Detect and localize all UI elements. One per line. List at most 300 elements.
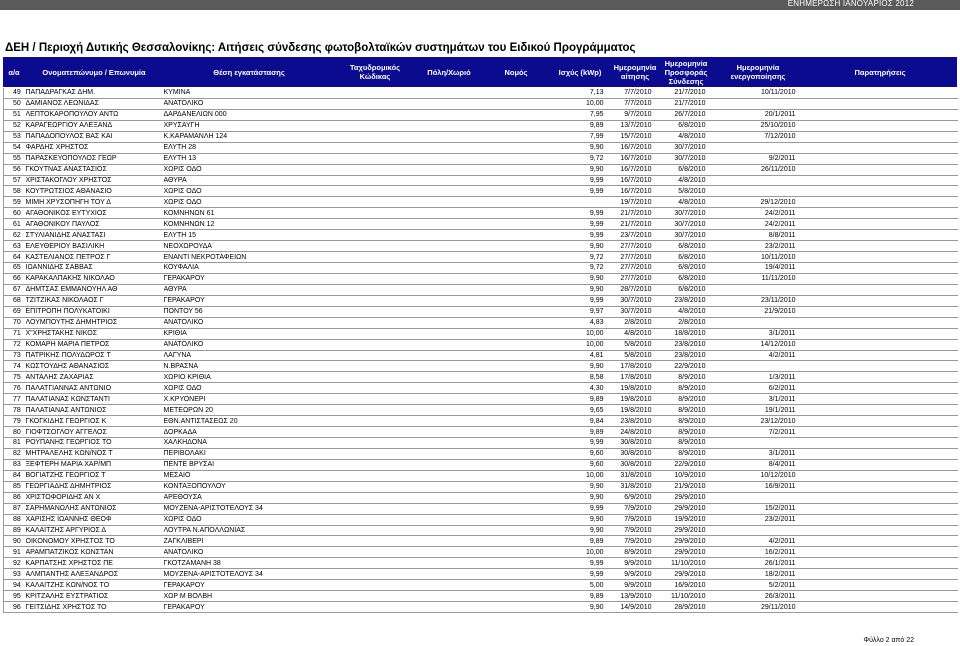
- row-postcode: [336, 131, 416, 142]
- table-row: [4, 394, 958, 405]
- row-number: 52: [4, 120, 26, 131]
- row-name: ΑΓΑΘΟΝΙΚΟΥ ΠΑΥΛΟΣ: [26, 219, 164, 230]
- row-name: ΧΡΙΣΤΑΚΟΓΛΟΥ ΧΡΗΣΤΟΣ: [26, 175, 164, 186]
- row-remarks: [804, 339, 958, 350]
- row-postcode: [336, 241, 416, 252]
- row-activation-date: 3/1/2011: [714, 328, 804, 339]
- row-power: 10,00: [550, 328, 612, 339]
- row-city: [416, 503, 484, 514]
- row-location: ΓΕΡΑΚΑΡΟΥ: [164, 602, 336, 613]
- table-row: [4, 405, 958, 416]
- row-activation-date: 8/8/2011: [714, 230, 804, 241]
- row-application-date: 21/7/2010: [612, 219, 660, 230]
- row-city: [416, 120, 484, 131]
- row-city: [416, 273, 484, 284]
- row-power: 9,89: [550, 394, 612, 405]
- row-power: 7,13: [550, 88, 612, 98]
- row-location: ΕΘΝ.ΑΝΤΙΣΤΑΣΕΩΣ 20: [164, 416, 336, 427]
- row-offer-date: 6/8/2010: [660, 263, 714, 274]
- page-title: ΔΕΗ / Περιοχή Δυτικής Θεσσαλονίκης: Αιτήσεις σύνδεσης φωτοβολταϊκών συστημάτων του Ειδικού Προγράμματος: [5, 42, 636, 54]
- row-offer-date: 23/8/2010: [660, 350, 714, 361]
- row-location: ΧΩΡ Μ ΒΟΛΒΗ: [164, 591, 336, 602]
- row-name: ΚΟΜΑΡΗ ΜΑΡΙΑ ΠΕΤΡΟΣ: [26, 339, 164, 350]
- row-number: 85: [4, 481, 26, 492]
- row-remarks: [804, 525, 958, 536]
- row-city: [416, 448, 484, 459]
- row-offer-date: 4/8/2010: [660, 306, 714, 317]
- row-prefecture: [484, 219, 550, 230]
- table-row: [4, 252, 958, 263]
- row-prefecture: [484, 372, 550, 383]
- table-row: [4, 361, 958, 372]
- table-row: [4, 120, 958, 131]
- row-offer-date: 29/9/2010: [660, 503, 714, 514]
- row-power: 9,90: [550, 492, 612, 503]
- row-power: 9,90: [550, 514, 612, 525]
- row-number: 66: [4, 273, 26, 284]
- row-postcode: [336, 470, 416, 481]
- row-location: ΑΝΑΤΟΛΙΚΟ: [164, 317, 336, 328]
- row-postcode: [336, 459, 416, 470]
- row-postcode: [336, 394, 416, 405]
- row-name: ΣΑΡΗΜΑΝΩΛΗΣ ΑΝΤΩΝΙΟΣ: [26, 503, 164, 514]
- row-offer-date: 8/9/2010: [660, 448, 714, 459]
- row-power: 10,00: [550, 547, 612, 558]
- row-location: ΜΕΤΕΩΡΩΝ 20: [164, 405, 336, 416]
- row-power: 9,72: [550, 252, 612, 263]
- row-number: 88: [4, 514, 26, 525]
- row-location: ΑΝΑΤΟΛΙΚΟ: [164, 98, 336, 109]
- row-activation-date: [714, 525, 804, 536]
- row-application-date: 16/7/2010: [612, 164, 660, 175]
- top-banner: [0, 0, 960, 10]
- row-city: [416, 602, 484, 613]
- row-offer-date: 11/10/2010: [660, 558, 714, 569]
- row-name: ΓΕΩΡΓΙΑΔΗΣ ΔΗΜΗΤΡΙΟΣ: [26, 481, 164, 492]
- row-location: ΠΕΝΤΕ ΒΡΥΣΑΙ: [164, 459, 336, 470]
- row-offer-date: 29/9/2010: [660, 569, 714, 580]
- row-application-date: 16/7/2010: [612, 142, 660, 153]
- row-postcode: [336, 197, 416, 208]
- table-row: [4, 427, 958, 438]
- row-power: 9,99: [550, 208, 612, 219]
- row-remarks: [804, 142, 958, 153]
- row-prefecture: [484, 438, 550, 449]
- row-postcode: [336, 98, 416, 109]
- row-city: [416, 481, 484, 492]
- row-remarks: [804, 492, 958, 503]
- row-application-date: 31/8/2010: [612, 481, 660, 492]
- row-application-date: 9/9/2010: [612, 569, 660, 580]
- row-power: 9,72: [550, 153, 612, 164]
- row-remarks: [804, 558, 958, 569]
- row-remarks: [804, 295, 958, 306]
- row-number: 63: [4, 241, 26, 252]
- row-postcode: [336, 208, 416, 219]
- row-activation-date: 7/2/2011: [714, 427, 804, 438]
- col-header-postcode: Ταχυδρομικός Κώδικας: [349, 63, 401, 81]
- row-city: [416, 306, 484, 317]
- row-offer-date: 23/8/2010: [660, 295, 714, 306]
- row-postcode: [336, 492, 416, 503]
- table-row: [4, 219, 958, 230]
- row-number: 55: [4, 153, 26, 164]
- row-offer-date: 30/7/2010: [660, 219, 714, 230]
- table-row: [4, 350, 958, 361]
- row-remarks: [804, 602, 958, 613]
- row-activation-date: 26/3/2011: [714, 591, 804, 602]
- row-postcode: [336, 164, 416, 175]
- row-number: 82: [4, 448, 26, 459]
- row-offer-date: 6/8/2010: [660, 120, 714, 131]
- row-name: ΠΑΡΑΣΚΕΥΟΠΟΥΛΟΣ ΓΕΩΡ: [26, 153, 164, 164]
- row-prefecture: [484, 197, 550, 208]
- row-power: 9,90: [550, 142, 612, 153]
- row-location: ΧΩΡΙΣ ΟΔΟ: [164, 383, 336, 394]
- row-remarks: [804, 88, 958, 98]
- row-location: ΑΝΑΤΟΛΙΚΟ: [164, 339, 336, 350]
- row-prefecture: [484, 273, 550, 284]
- row-city: [416, 525, 484, 536]
- table-row: [4, 558, 958, 569]
- row-remarks: [804, 153, 958, 164]
- row-offer-date: 21/7/2010: [660, 98, 714, 109]
- row-remarks: [804, 263, 958, 274]
- row-number: 86: [4, 492, 26, 503]
- update-label: ΕΝΗΜΕΡΩΣΗ ΙΑΝΟΥΑΡΙΟΣ 2012: [787, 0, 914, 8]
- row-prefecture: [484, 350, 550, 361]
- row-prefecture: [484, 230, 550, 241]
- row-location: ΖΑΓΚΛΙΒΕΡΙ: [164, 536, 336, 547]
- table-row: [4, 448, 958, 459]
- row-activation-date: 19/1/2011: [714, 405, 804, 416]
- row-application-date: 7/7/2010: [612, 98, 660, 109]
- row-prefecture: [484, 295, 550, 306]
- row-prefecture: [484, 317, 550, 328]
- row-postcode: [336, 186, 416, 197]
- row-name: ΒΟΓΙΑΤΖΗΣ ΓΕΩΡΓΙΟΣ Τ: [26, 470, 164, 481]
- row-offer-date: 8/9/2010: [660, 438, 714, 449]
- row-name: ΚΑΛΑΙΤΖΗΣ ΚΩΝ/ΝΟΣ ΤΟ: [26, 580, 164, 591]
- row-number: 83: [4, 459, 26, 470]
- row-power: 9,90: [550, 481, 612, 492]
- row-power: 8,58: [550, 372, 612, 383]
- row-name: ΧΑΡΙΣΗΣ ΙΩΑΝΝΗΣ ΘΕΟΦ: [26, 514, 164, 525]
- row-activation-date: 6/2/2011: [714, 383, 804, 394]
- row-postcode: [336, 219, 416, 230]
- row-application-date: 5/8/2010: [612, 350, 660, 361]
- row-power: 7,95: [550, 109, 612, 120]
- row-city: [416, 219, 484, 230]
- table-row: [4, 580, 958, 591]
- row-postcode: [336, 284, 416, 295]
- row-city: [416, 547, 484, 558]
- row-activation-date: [714, 284, 804, 295]
- row-number: 96: [4, 602, 26, 613]
- row-name: ΧΡΙΣΤΟΦΟΡΙΔΗΣ ΑΝ Χ: [26, 492, 164, 503]
- row-location: ΔΟΡΚΑΔΑ: [164, 427, 336, 438]
- row-offer-date: 11/10/2010: [660, 591, 714, 602]
- row-city: [416, 438, 484, 449]
- table-row: [4, 295, 958, 306]
- col-header-application-date: Ημερομηνία αίτησης: [613, 63, 657, 81]
- row-application-date: 8/9/2010: [612, 547, 660, 558]
- row-city: [416, 175, 484, 186]
- row-number: 73: [4, 350, 26, 361]
- row-location: ΧΩΡΙΣ ΟΔΟ: [164, 186, 336, 197]
- row-remarks: [804, 306, 958, 317]
- table-row: [4, 481, 958, 492]
- row-application-date: 19/8/2010: [612, 394, 660, 405]
- row-number: 64: [4, 252, 26, 263]
- row-number: 51: [4, 109, 26, 120]
- row-application-date: 16/7/2010: [612, 153, 660, 164]
- row-prefecture: [484, 241, 550, 252]
- row-postcode: [336, 503, 416, 514]
- row-power: 9,99: [550, 569, 612, 580]
- table-row: [4, 525, 958, 536]
- row-number: 81: [4, 438, 26, 449]
- row-remarks: [804, 405, 958, 416]
- row-application-date: 14/9/2010: [612, 602, 660, 613]
- row-name: ΔΗΜΤΣΑΣ ΕΜΜΑΝΟΥΗΛ ΑΘ: [26, 284, 164, 295]
- row-application-date: 5/8/2010: [612, 339, 660, 350]
- col-header-name: Ονοματεπώνυμο / Επωνυμία: [42, 67, 146, 77]
- row-postcode: [336, 405, 416, 416]
- row-remarks: [804, 438, 958, 449]
- row-prefecture: [484, 109, 550, 120]
- row-location: ΑΘΥΡΑ: [164, 284, 336, 295]
- row-remarks: [804, 536, 958, 547]
- table-row: [4, 569, 958, 580]
- row-city: [416, 263, 484, 274]
- row-postcode: [336, 350, 416, 361]
- row-prefecture: [484, 547, 550, 558]
- row-application-date: 17/8/2010: [612, 372, 660, 383]
- row-remarks: [804, 580, 958, 591]
- row-number: 90: [4, 536, 26, 547]
- row-power: 9,60: [550, 459, 612, 470]
- row-name: ΓΙΟΦΤΣΟΓΛΟΥ ΑΓΓΕΛΟΣ: [26, 427, 164, 438]
- row-city: [416, 142, 484, 153]
- row-postcode: [336, 252, 416, 263]
- row-location: ΜΕΣΑΙΟ: [164, 470, 336, 481]
- row-power: 9,99: [550, 438, 612, 449]
- row-offer-date: 5/8/2010: [660, 186, 714, 197]
- col-header-offer-date: Ημερομηνία Προσφοράς Σύνδεσης: [664, 58, 708, 86]
- row-offer-date: 10/9/2010: [660, 470, 714, 481]
- table-row: [4, 383, 958, 394]
- row-number: 54: [4, 142, 26, 153]
- row-activation-date: 16/9/2011: [714, 481, 804, 492]
- row-location: ΚΟΝΤΑΞΟΠΟΥΛΟΥ: [164, 481, 336, 492]
- row-postcode: [336, 481, 416, 492]
- row-activation-date: 1/3/2011: [714, 372, 804, 383]
- row-prefecture: [484, 361, 550, 372]
- row-power: 9,99: [550, 503, 612, 514]
- row-city: [416, 109, 484, 120]
- row-prefecture: [484, 164, 550, 175]
- row-name: ΠΑΠΑΔΟΠΟΥΛΟΣ ΒΑΣ ΚΑΙ: [26, 131, 164, 142]
- row-power: 7,99: [550, 131, 612, 142]
- row-offer-date: 8/9/2010: [660, 394, 714, 405]
- row-city: [416, 558, 484, 569]
- row-prefecture: [484, 98, 550, 109]
- row-location: ΚΟΜΝΗΝΩΝ 12: [164, 219, 336, 230]
- row-remarks: [804, 459, 958, 470]
- row-number: 70: [4, 317, 26, 328]
- row-activation-date: 9/2/2011: [714, 153, 804, 164]
- row-prefecture: [484, 208, 550, 219]
- row-postcode: [336, 295, 416, 306]
- row-application-date: 9/9/2010: [612, 558, 660, 569]
- row-location: ΕΛΥΤΗ 15: [164, 230, 336, 241]
- row-postcode: [336, 514, 416, 525]
- row-activation-date: 29/12/2010: [714, 197, 804, 208]
- row-prefecture: [484, 383, 550, 394]
- row-city: [416, 153, 484, 164]
- table-row: [4, 372, 958, 383]
- row-city: [416, 88, 484, 98]
- row-postcode: [336, 142, 416, 153]
- table-row: [4, 263, 958, 274]
- table-row: [4, 273, 958, 284]
- row-number: 50: [4, 98, 26, 109]
- row-number: 80: [4, 427, 26, 438]
- table-row: [4, 536, 958, 547]
- row-city: [416, 164, 484, 175]
- row-postcode: [336, 580, 416, 591]
- row-location: ΜΟΥΖΕΝΑ-ΑΡΙΣΤΟΤΕΛΟΥΣ 34: [164, 569, 336, 580]
- row-remarks: [804, 448, 958, 459]
- row-postcode: [336, 273, 416, 284]
- row-number: 77: [4, 394, 26, 405]
- row-location: ΑΘΥΡΑ: [164, 175, 336, 186]
- row-power: 9,84: [550, 416, 612, 427]
- row-name: ΜΗΤΡΑΛΕΛΗΣ ΚΩΝ/ΝΟΣ Τ: [26, 448, 164, 459]
- row-application-date: 9/7/2010: [612, 109, 660, 120]
- row-prefecture: [484, 394, 550, 405]
- row-application-date: 30/7/2010: [612, 295, 660, 306]
- row-city: [416, 284, 484, 295]
- row-prefecture: [484, 591, 550, 602]
- row-power: 4,30: [550, 383, 612, 394]
- row-activation-date: 10/12/2010: [714, 470, 804, 481]
- row-name: ΙΩΑΝΝΙΔΗΣ ΣΑΒΒΑΣ: [26, 263, 164, 274]
- row-remarks: [804, 394, 958, 405]
- row-postcode: [336, 230, 416, 241]
- row-offer-date: 4/8/2010: [660, 131, 714, 142]
- row-prefecture: [484, 459, 550, 470]
- row-power: 9,99: [550, 295, 612, 306]
- table-row: [4, 317, 958, 328]
- row-location: ΓΕΡΑΚΑΡΟΥ: [164, 580, 336, 591]
- row-activation-date: 24/2/2011: [714, 219, 804, 230]
- row-offer-date: 16/9/2010: [660, 580, 714, 591]
- row-activation-date: 24/2/2011: [714, 208, 804, 219]
- row-application-date: 27/7/2010: [612, 252, 660, 263]
- row-application-date: 30/8/2010: [612, 448, 660, 459]
- row-name: ΜΙΜΗ ΧΡΥΣΟΠΗΓΗ ΤΟΥ Δ: [26, 197, 164, 208]
- row-power: 9,90: [550, 525, 612, 536]
- row-power: 4,83: [550, 317, 612, 328]
- row-name: ΕΛΕΥΘΕΡΙΟΥ ΒΑΣΙΛΙΚΗ: [26, 241, 164, 252]
- row-remarks: [804, 219, 958, 230]
- row-remarks: [804, 569, 958, 580]
- row-activation-date: 21/9/2010: [714, 306, 804, 317]
- row-number: 89: [4, 525, 26, 536]
- row-remarks: [804, 547, 958, 558]
- row-name: ΓΕΙΤΣΙΔΗΣ ΧΡΗΣΤΟΣ ΤΟ: [26, 602, 164, 613]
- row-offer-date: 22/9/2010: [660, 361, 714, 372]
- row-remarks: [804, 503, 958, 514]
- row-power: 9,90: [550, 241, 612, 252]
- row-remarks: [804, 109, 958, 120]
- row-location: ΑΡΕΘΟΥΣΑ: [164, 492, 336, 503]
- row-number: 95: [4, 591, 26, 602]
- row-postcode: [336, 88, 416, 98]
- row-city: [416, 427, 484, 438]
- row-remarks: [804, 416, 958, 427]
- row-activation-date: 23/12/2010: [714, 416, 804, 427]
- row-application-date: 9/9/2010: [612, 580, 660, 591]
- row-remarks: [804, 175, 958, 186]
- row-name: ΛΕΠΤΟΚΑΡΟΠΟΥΛΟΥ ΑΝΤΩ: [26, 109, 164, 120]
- row-postcode: [336, 175, 416, 186]
- row-prefecture: [484, 186, 550, 197]
- row-activation-date: 26/1/2011: [714, 558, 804, 569]
- table-header: [3, 57, 957, 87]
- row-prefecture: [484, 602, 550, 613]
- row-offer-date: 6/8/2010: [660, 284, 714, 295]
- row-prefecture: [484, 284, 550, 295]
- row-prefecture: [484, 131, 550, 142]
- row-application-date: 16/7/2010: [612, 186, 660, 197]
- row-power: 9,72: [550, 263, 612, 274]
- row-power: 9,89: [550, 120, 612, 131]
- row-name: ΣΤΥΛΙΑΝΙΔΗΣ ΑΝΑΣΤΑΣΙ: [26, 230, 164, 241]
- row-city: [416, 328, 484, 339]
- row-postcode: [336, 361, 416, 372]
- table-row: [4, 142, 958, 153]
- row-activation-date: 20/1/2011: [714, 109, 804, 120]
- col-header-city: Πόλη/Χωριό: [427, 67, 471, 77]
- row-location: ΚΡΙΘΙΑ: [164, 328, 336, 339]
- row-prefecture: [484, 427, 550, 438]
- row-prefecture: [484, 536, 550, 547]
- row-power: 9,99: [550, 558, 612, 569]
- col-header-location: Θέση εγκατάστασης: [213, 67, 285, 77]
- row-activation-date: 19/4/2011: [714, 263, 804, 274]
- row-city: [416, 339, 484, 350]
- row-power: 9,97: [550, 306, 612, 317]
- row-name: ΤΖΙΤΖΙΚΑΣ ΝΙΚΟΛΑΟΣ Γ: [26, 295, 164, 306]
- row-prefecture: [484, 481, 550, 492]
- row-postcode: [336, 416, 416, 427]
- row-offer-date: 8/9/2010: [660, 383, 714, 394]
- row-number: 78: [4, 405, 26, 416]
- row-activation-date: 18/2/2011: [714, 569, 804, 580]
- row-name: ΓΚΟΓΚΙΔΗΣ ΓΕΩΡΓΙΟΣ Κ: [26, 416, 164, 427]
- row-remarks: [804, 470, 958, 481]
- row-prefecture: [484, 405, 550, 416]
- row-offer-date: 30/7/2010: [660, 230, 714, 241]
- row-location: ΧΩΡΙΣ ΟΔΟ: [164, 514, 336, 525]
- row-number: 79: [4, 416, 26, 427]
- row-location: ΧΡΥΣΑΥΓΗ: [164, 120, 336, 131]
- col-header-aa: α/α: [8, 67, 20, 77]
- row-name: ΚΑΛΑΙΤΖΗΣ ΑΡΓΥΡΙΟΣ Δ: [26, 525, 164, 536]
